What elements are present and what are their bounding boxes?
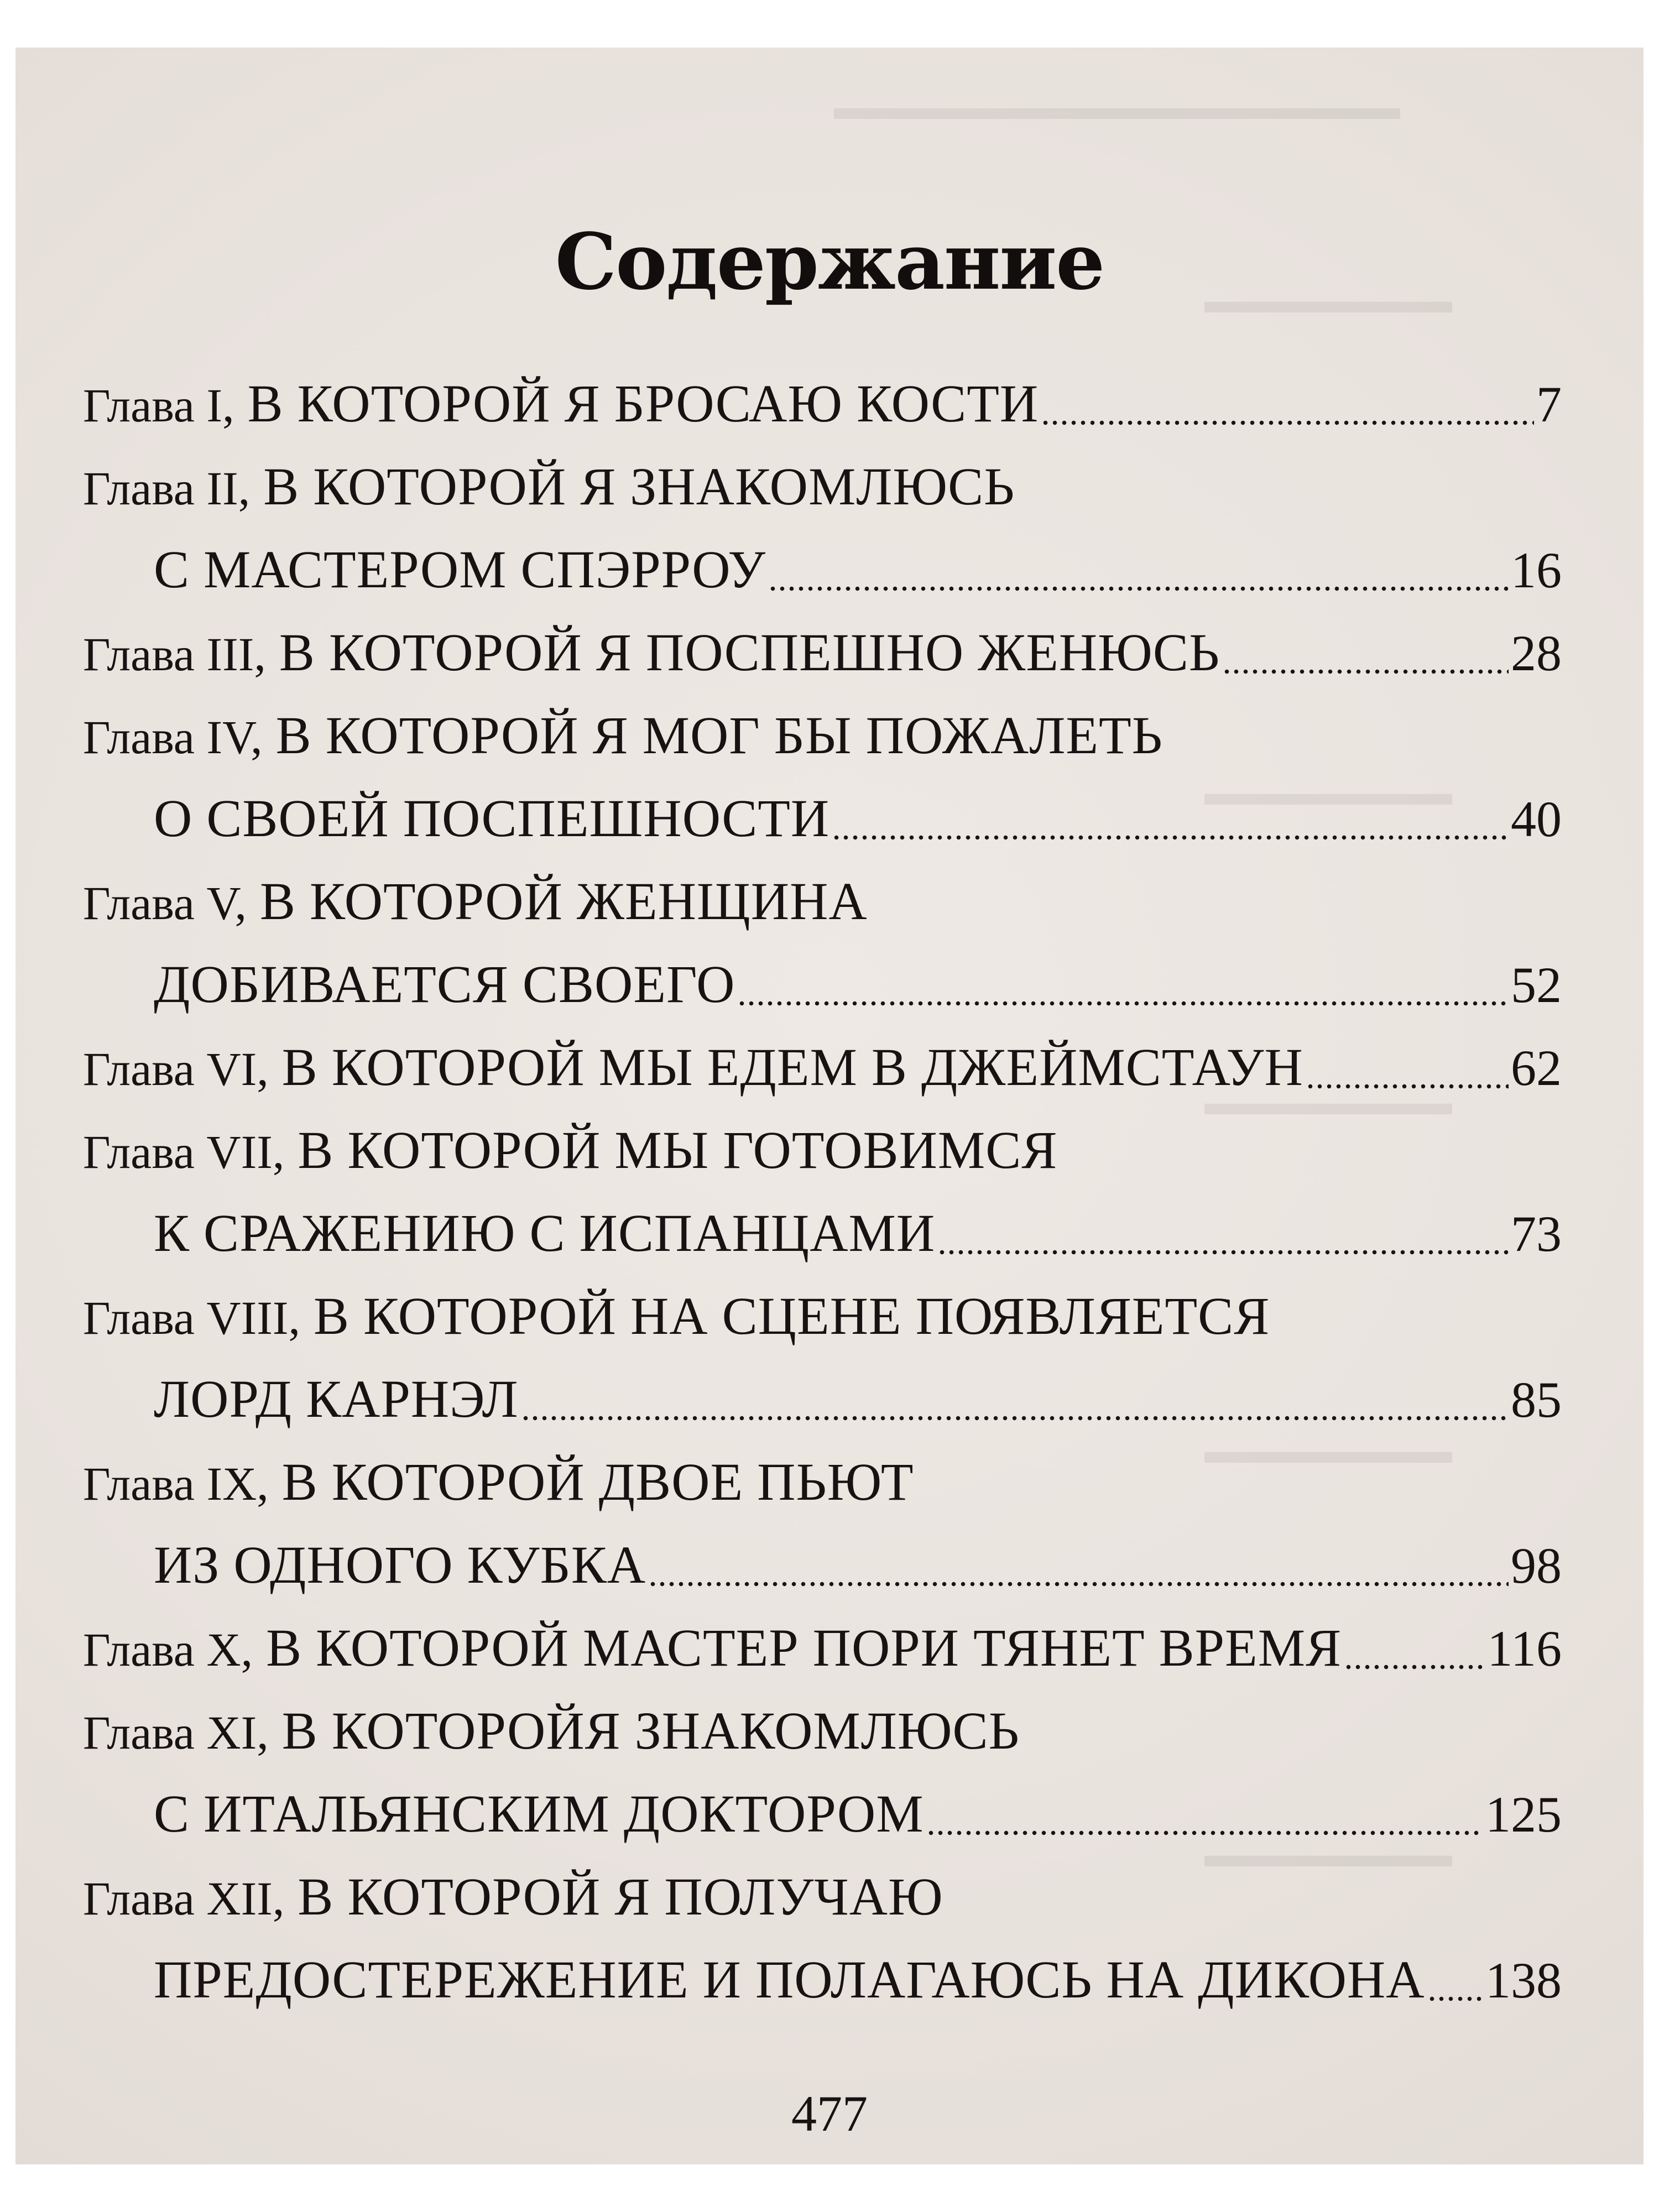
dot-leader	[1427, 1953, 1483, 2006]
toc-entry	[83, 1618, 1562, 1677]
toc-entry-continuation	[154, 1203, 1562, 1262]
chapter-label: Глава IX,	[83, 1457, 269, 1510]
toc-entry	[83, 872, 868, 931]
chapter-title-line: С ИТАЛЬЯНСКИМ ДОКТОРОМ	[154, 1784, 924, 1843]
chapter-label: Глава I,	[83, 379, 234, 432]
page-title: Содержание	[555, 217, 1104, 307]
chapter-title-line: ЛОРД КАРНЭЛ	[154, 1369, 519, 1428]
page-reference: 40	[1511, 791, 1562, 847]
chapter-title-line: В КОТОРОЙ Я ПОЛУЧАЮ	[298, 1867, 943, 1926]
chapter-label: Глава II,	[83, 462, 251, 515]
chapter-title-line: ПРЕДОСТЕРЕЖЕНИЕ И ПОЛАГАЮСЬ НА ДИКОНА	[154, 1950, 1425, 2009]
chapter-title-line: В КОТОРОЙ Я МОГ БЫ ПОЖАЛЕТЬ	[275, 706, 1163, 765]
page-number: 477	[791, 2085, 868, 2142]
chapter-label: Глава XII,	[83, 1872, 285, 1925]
chapter-title-line: ИЗ ОДНОГО КУБКА	[154, 1535, 646, 1594]
toc-entry	[83, 1701, 1020, 1760]
chapter-title-line: К СРАЖЕНИЮ С ИСПАНЦАМИ	[154, 1203, 936, 1262]
dot-leader	[926, 1787, 1483, 1840]
show-through-mark: ▬▬▬▬▬▬▬	[1204, 1082, 1452, 1122]
toc-entry-continuation	[154, 1535, 1562, 1594]
dot-leader	[648, 1538, 1509, 1592]
dot-leader	[521, 1373, 1509, 1426]
dot-leader	[937, 1207, 1509, 1260]
page-reference: 28	[1511, 625, 1562, 681]
toc-entry	[83, 374, 1562, 433]
dot-leader	[768, 543, 1509, 596]
book-page	[15, 48, 1644, 2164]
toc-entry-continuation	[154, 789, 1562, 848]
page-reference: 138	[1485, 1952, 1562, 2008]
show-through-mark: ▬▬▬▬▬▬▬	[1204, 1834, 1452, 1874]
chapter-title-line: В КОТОРОЙ МЫ ГОТОВИМСЯ	[298, 1120, 1058, 1180]
chapter-label: Глава IV,	[83, 711, 263, 764]
chapter-label: Глава V,	[83, 877, 247, 930]
show-through-mark: ▬▬▬▬▬▬▬	[1204, 280, 1452, 320]
toc-entry	[83, 1867, 943, 1926]
toc-entry	[83, 1037, 1562, 1097]
chapter-label: Глава VIII,	[83, 1291, 301, 1344]
page-reference: 125	[1485, 1786, 1562, 1843]
dot-leader	[1222, 626, 1509, 679]
toc-entry	[83, 706, 1163, 765]
chapter-title-line: В КОТОРОЙ ДВОЕ ПЬЮТ	[281, 1452, 914, 1511]
chapter-title-line: В КОТОРОЙ Я БРОСАЮ КОСТИ	[247, 374, 1039, 433]
chapter-title-line: В КОТОРОЙ МАСТЕР ПОРИ ТЯНЕТ ВРЕМЯ	[266, 1618, 1342, 1677]
toc-entry-continuation	[154, 1784, 1562, 1843]
page-reference: 85	[1511, 1371, 1562, 1428]
page-reference: 62	[1511, 1040, 1562, 1096]
dot-leader	[1344, 1621, 1485, 1674]
chapter-label: Глава VII,	[83, 1125, 285, 1178]
toc-entry	[83, 1286, 1270, 1345]
chapter-label: Глава X,	[83, 1623, 253, 1676]
show-through-mark: ▬▬▬▬▬▬▬	[1204, 1431, 1452, 1470]
chapter-title-line: В КОТОРОЙ Я ПОСПЕШНО ЖЕНЮСЬ	[279, 623, 1220, 682]
page-reference: 98	[1511, 1537, 1562, 1594]
dot-leader	[832, 792, 1509, 845]
chapter-title-line: В КОТОРОЙ НА СЦЕНЕ ПОЯВЛЯЕТСЯ	[314, 1286, 1270, 1345]
toc-entry-continuation	[154, 1950, 1562, 2009]
chapter-title-line: В КОТОРОЙЯ ЗНАКОМЛЮСЬ	[281, 1701, 1020, 1760]
toc-entry	[83, 457, 1015, 516]
toc-entry-continuation	[154, 1369, 1562, 1428]
chapter-title-line: В КОТОРОЙ МЫ ЕДЕМ В ДЖЕЙМСТАУН	[281, 1037, 1303, 1097]
toc-entry	[83, 1452, 914, 1511]
chapter-title-line: В КОТОРОЙ Я ЗНАКОМЛЮСЬ	[263, 457, 1015, 516]
toc-entry	[83, 623, 1562, 682]
page-reference: 73	[1511, 1206, 1562, 1262]
page-reference: 16	[1511, 542, 1562, 598]
page-reference: 7	[1536, 376, 1562, 432]
toc-entry-continuation	[154, 954, 1562, 1014]
chapter-title-line: ДОБИВАЕТСЯ СВОЕГО	[154, 954, 735, 1014]
page-reference: 116	[1487, 1620, 1562, 1677]
dot-leader	[1041, 377, 1534, 430]
chapter-label: Глава VI,	[83, 1042, 269, 1095]
show-through-mark: ▬▬▬▬▬▬▬▬▬▬▬▬▬▬▬▬	[834, 87, 1400, 127]
chapter-label: Глава III,	[83, 628, 266, 681]
dot-leader	[1306, 1041, 1509, 1094]
chapter-label: Глава XI,	[83, 1706, 269, 1759]
table-of-contents	[15, 48, 1644, 2164]
toc-entry	[83, 1120, 1058, 1180]
chapter-title-line: О СВОЕЙ ПОСПЕШНОСТИ	[154, 789, 830, 848]
dot-leader	[737, 958, 1509, 1011]
chapter-title-line: С МАСТЕРОМ СПЭРРОУ	[154, 540, 766, 599]
toc-entry-continuation	[154, 540, 1562, 599]
page-reference: 52	[1511, 957, 1562, 1013]
chapter-title-line: В КОТОРОЙ ЖЕНЩИНА	[260, 872, 868, 931]
